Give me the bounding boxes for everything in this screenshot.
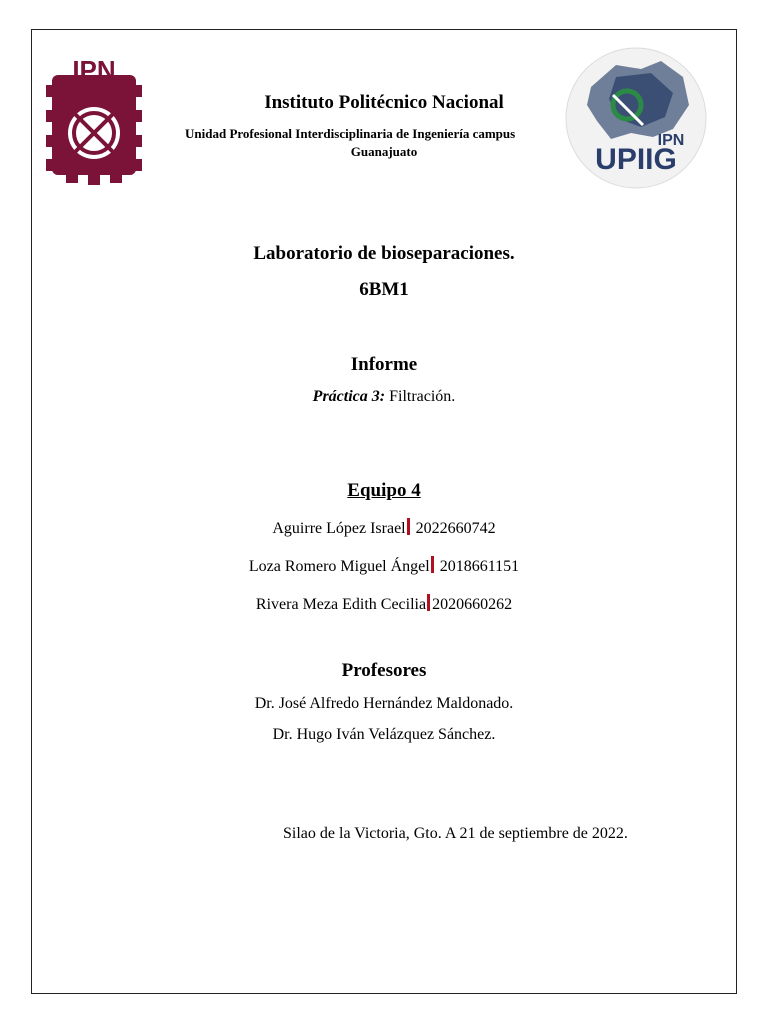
svg-text:IPN: IPN <box>72 55 116 85</box>
ipn-logo <box>44 55 144 187</box>
practice-title: Filtración. <box>385 388 456 405</box>
member-id: 2018661151 <box>435 558 520 575</box>
svg-text:IPN: IPN <box>657 132 685 149</box>
unit-name-line2: Guanajuato <box>350 144 418 159</box>
member-name: Aguirre López Israel <box>272 520 406 537</box>
professor-name: Dr. Hugo Iván Velázquez Sánchez. <box>272 726 496 743</box>
practice-line <box>0 388 768 406</box>
team-member <box>0 594 768 614</box>
report-heading: Informe <box>350 354 418 375</box>
team-heading: Equipo 4 <box>347 480 421 501</box>
member-name: Loza Romero Miguel Ángel <box>248 558 430 575</box>
team-member <box>0 556 768 576</box>
team-member <box>0 518 768 538</box>
member-id: 2022660742 <box>411 520 496 537</box>
separator-bar <box>431 556 434 573</box>
svg-text:UPIIG: UPIIG <box>595 143 677 176</box>
member-id: 2020660262 <box>432 596 513 613</box>
course-title: Laboratorio de bioseparaciones. <box>253 243 515 264</box>
separator-bar <box>407 518 410 535</box>
practice-label: Práctica 3: <box>312 388 386 405</box>
institution-title: Instituto Politécnico Nacional <box>264 92 504 113</box>
separator-bar <box>427 594 430 611</box>
professor-name: Dr. José Alfredo Hernández Maldonado. <box>254 695 514 712</box>
member-name: Rivera Meza Edith Cecilia <box>255 596 427 613</box>
professors-heading: Profesores <box>341 660 427 681</box>
place-date: Silao de la Victoria, Gto. A 21 de septiembre de 2022. <box>283 825 628 842</box>
upiig-logo <box>561 47 711 189</box>
unit-name-line1: Unidad Profesional Interdisciplinaria de Ingeniería campus <box>185 126 516 141</box>
course-group: 6BM1 <box>359 279 409 300</box>
